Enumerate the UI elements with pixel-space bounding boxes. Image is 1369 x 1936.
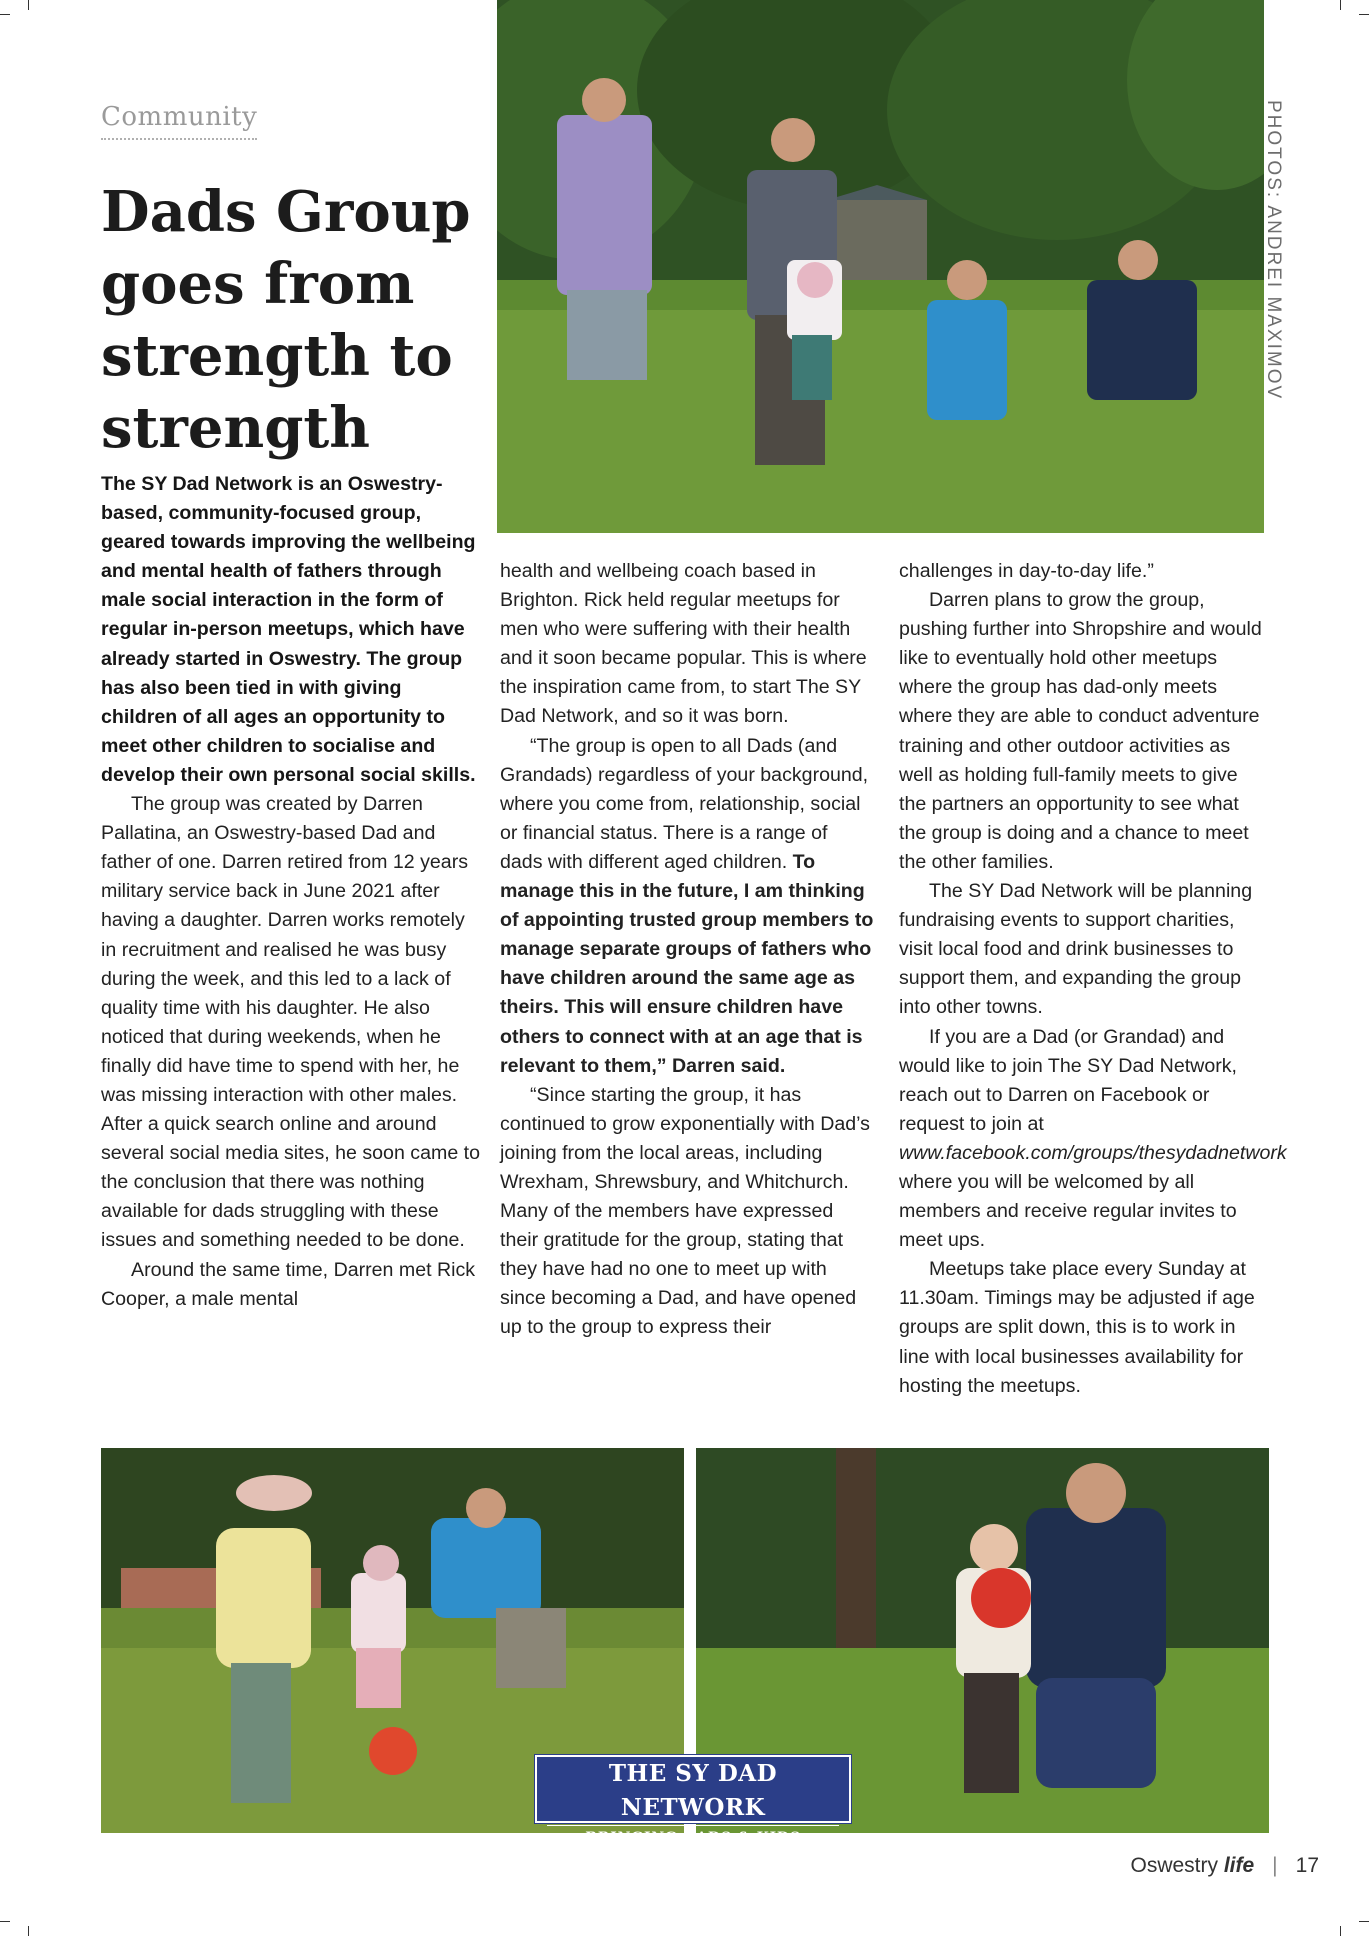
- paragraph: Meetups take place every Sunday at 11.30am. Timings may be adjusted if age groups are split down, this is to work in line with local businesses availability for hosting the meetups.: [899, 1258, 1255, 1397]
- join-text: If you are a Dad (or Grandad) and would like to join The SY Dad Network, reach out to Darren on Facebook or request to join at: [899, 1025, 1237, 1135]
- logo-title: THE SY DAD NETWORK: [608, 1760, 778, 1821]
- column-3: [899, 557, 1287, 1401]
- page-number: 17: [1295, 1854, 1319, 1877]
- crop-mark: [0, 14, 10, 15]
- magazine-name-life: life: [1223, 1854, 1255, 1877]
- paragraph: The group was created by Darren Pallatina, an Oswestry-based Dad and father of one. Darren retired from 12 years military service back in June 2021 after having a daughter. Darren works remotely in recruitment and realised he was busy during the week, and this led to a lack of quality time with his daughter. He also noticed that during weekends, when he finally did have time to spend with her, he was missing interaction with other males. After a quick search online and around several social media sites, he soon came to the conclusion that there was nothing available for dads struggling with these issues and something needed to be done.: [101, 793, 480, 1252]
- facebook-group-link[interactable]: www.facebook.com/groups/thesydadnetwork: [899, 1141, 1287, 1164]
- paragraph: The SY Dad Network will be planning fundraising events to support charities, visit local food and drink businesses to support them, and expanding the group into other towns.: [899, 880, 1253, 1019]
- crop-mark: [1359, 14, 1369, 15]
- page-footer: [1130, 1854, 1319, 1878]
- crop-mark: [1340, 0, 1341, 10]
- join-paragraph: [899, 1023, 1287, 1256]
- crop-mark: [28, 0, 29, 10]
- paragraph: health and wellbeing coach based in Brighton. Rick held regular meetups for men who were suffering with their health and it soon became popular. This is where the inspiration came from, to start The SY Dad Network, and so it was born.: [500, 560, 867, 728]
- column-1: [101, 470, 481, 1314]
- sy-dad-network-logo: [535, 1755, 851, 1870]
- headline: Dads Group goes from strength to strength: [101, 179, 471, 461]
- crop-mark: [1340, 1926, 1341, 1936]
- group-photo: [497, 0, 1264, 533]
- paragraph: Darren plans to grow the group, pushing further into Shropshire and would like to eventually hold other meetups where the group has dad-only meets where they are able to conduct adventure training and other outdoor activities as well as holding full-family meets to give the partners an opportunity to see what the group is doing and a chance to meet the other families.: [899, 589, 1262, 873]
- paragraph: Around the same time, Darren met Rick Cooper, a male mental: [101, 1258, 476, 1310]
- paragraph: challenges in day-to-day life.”: [899, 560, 1154, 582]
- crop-mark: [0, 1921, 10, 1922]
- section-label: Community: [101, 102, 257, 140]
- quote-text: “The group is open to all Dads (and Grandads) regardless of your background, where you come from, relationship, social or financial status. There is a range of dads with different aged children.: [500, 734, 869, 873]
- photo-credit: PHOTOS: ANDREI MAXIMOV: [1263, 100, 1284, 401]
- paragraph: “Since starting the group, it has continued to grow exponentially with Dad’s joining from the local areas, including Wrexham, Shrewsbury, and Whitchurch. Many of the members have expressed their gratitude for the group, stating that they have had no one to meet up with since becoming a Dad, and have opened up to the group to express their: [500, 1083, 870, 1339]
- quote-paragraph: [500, 732, 875, 1081]
- quote-text-bold: To manage this in the future, I am thinking of appointing trusted group members to manage separate groups of fathers who have children around the same age as theirs. This will ensure children have others to connect with at an age that is relevant to them,” Darren said.: [500, 850, 874, 1077]
- crop-mark: [1359, 1921, 1369, 1922]
- join-text-end: where you will be welcomed by all members and receive regular invites to meet ups.: [899, 1170, 1237, 1252]
- column-2: [500, 557, 875, 1343]
- footer-separator: |: [1272, 1854, 1278, 1877]
- magazine-name: Oswestry: [1130, 1854, 1224, 1877]
- crop-mark: [28, 1926, 29, 1936]
- logo-tagline: BRINGING DADS & KIDS TOGETHER: [585, 1830, 801, 1870]
- intro-paragraph: The SY Dad Network is an Oswestry-based, community-focused group, geared towards improving the wellbeing and mental health of fathers through male social interaction in the form of regular in-person meetups, which have already started in Oswestry. The group has also been tied in with giving children of all ages an opportunity to meet other children to socialise and develop their own personal social skills.: [101, 473, 476, 786]
